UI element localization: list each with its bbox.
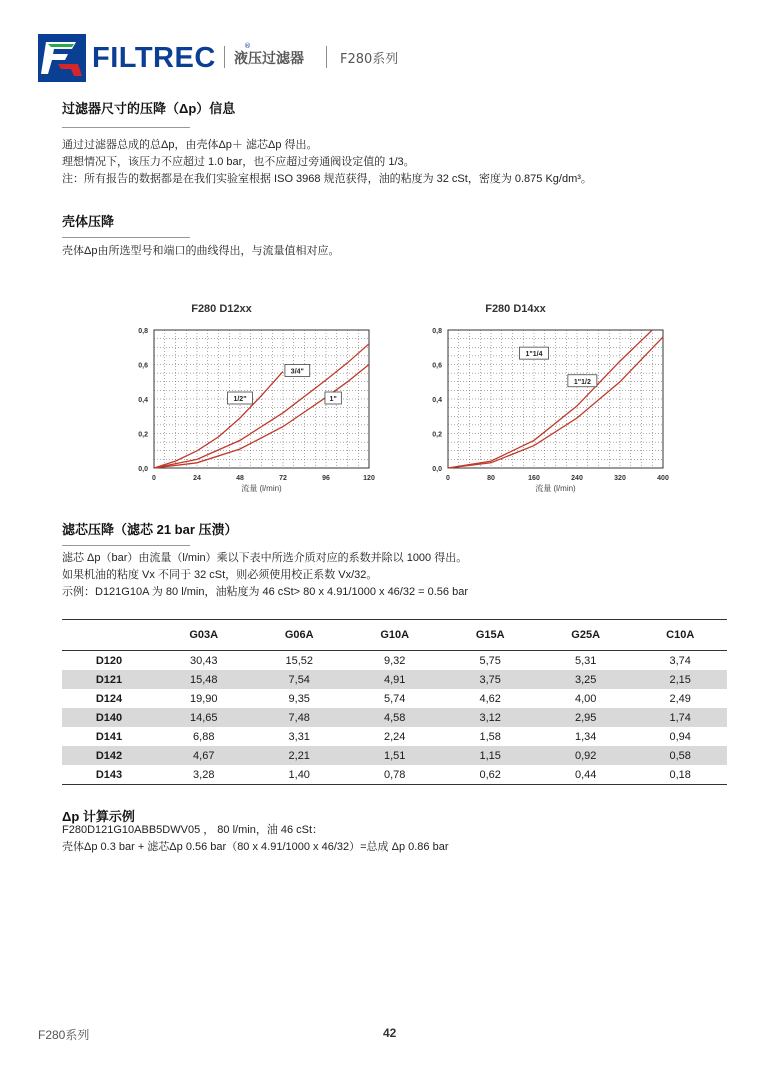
x-tick-label: 240 — [571, 475, 583, 482]
table-cell: 0,62 — [442, 765, 537, 785]
series-label: 1" — [329, 396, 337, 403]
table-header-cell: G03A — [156, 620, 251, 651]
section3-line-2: 如果机油的粘度 Vx 不同于 32 cSt，则必须使用校正系数 Vx/32。 — [62, 569, 378, 581]
x-axis-label: 流量 (l/min) — [241, 484, 282, 493]
x-tick-label: 0 — [446, 475, 450, 482]
section-title-element: 滤芯压降（滤芯 21 bar 压溃） — [62, 522, 238, 537]
section-title-pressure-drop: 过滤器尺寸的压降（Δp）信息 — [62, 101, 236, 116]
table-header-cell — [62, 620, 156, 651]
table-cell: 0,18 — [633, 765, 727, 785]
x-tick-label: 48 — [236, 475, 244, 482]
table-cell: 1,74 — [633, 708, 727, 727]
table-header-cell: G10A — [347, 620, 442, 651]
x-tick-label: 96 — [322, 475, 330, 482]
x-tick-label: 120 — [363, 475, 375, 482]
table-cell: 0,58 — [633, 746, 727, 765]
x-tick-label: 160 — [528, 475, 540, 482]
table-cell: 4,00 — [574, 692, 597, 705]
table-cell: 7,54 — [251, 670, 346, 689]
x-tick-label: 72 — [279, 475, 287, 482]
table-cell: 0,78 — [347, 765, 442, 785]
y-tick-label: 0,2 — [138, 431, 148, 439]
table-cell: 2,24 — [384, 730, 406, 743]
chart-f280-d14xx — [412, 296, 682, 501]
table-cell: 9,35 — [288, 692, 310, 705]
table-cell: 1,58 — [479, 730, 501, 743]
filtrec-logo-icon — [38, 34, 86, 82]
table-row-header: D121 — [62, 670, 156, 689]
x-tick-label: 24 — [193, 475, 201, 482]
y-tick-label: 0,8 — [138, 328, 148, 335]
table-cell: 0,94 — [669, 730, 691, 743]
table-row — [62, 727, 727, 746]
table-cell: 1,51 — [347, 746, 442, 765]
registered-mark: ® — [244, 42, 251, 50]
table-header-cell: G06A — [251, 620, 346, 651]
table-cell: 1,34 — [574, 730, 597, 743]
table-cell: 2,49 — [669, 692, 691, 705]
series-label: 1"1/2 — [573, 378, 591, 386]
table-cell: 0,92 — [538, 746, 633, 765]
header-divider — [224, 46, 225, 68]
product-category: 液压过滤器 — [234, 51, 304, 67]
table-cell: 4,58 — [347, 708, 442, 727]
table-cell: 3,75 — [442, 670, 537, 689]
section3-line-3: 示例：D121G10A 为 80 l/min，油粘度为 46 cSt> 80 x 4.91/1000 x 46/32 = 0.56 bar — [62, 586, 468, 598]
table-cell: 0,44 — [538, 765, 633, 785]
x-tick-label: 320 — [614, 475, 626, 482]
table-cell: 14,65 — [156, 708, 251, 727]
section-title-example: Δp 计算示例 — [62, 809, 135, 824]
table-cell: 19,90 — [189, 692, 218, 705]
table-row-header: D143 — [62, 765, 156, 785]
table-cell: 15,48 — [156, 670, 251, 689]
section4-line-1: F280D121G10ABB5DWV05 ， 80 l/min，油 46 cSt： — [62, 824, 324, 836]
series-label: 1/2" — [233, 396, 247, 403]
table-cell: 3,25 — [538, 670, 633, 689]
table-row — [62, 765, 727, 785]
table-cell: 7,48 — [251, 708, 346, 727]
section-underline — [62, 127, 190, 128]
table-row — [62, 746, 727, 765]
table-header-cell: G15A — [442, 620, 537, 651]
table-header-cell: G25A — [538, 620, 633, 651]
page-header — [38, 34, 738, 82]
header-divider — [326, 46, 327, 68]
y-tick-label: 0,2 — [432, 431, 442, 439]
section-title-housing: 壳体压降 — [62, 214, 115, 229]
section1-line-1: 通过过滤器总成的总Δp，由壳体Δp＋ 滤芯Δp 得出。 — [62, 139, 318, 151]
table-row — [62, 708, 727, 727]
table-cell: 9,32 — [384, 654, 406, 667]
section3-line-1: 滤芯 Δp（bar）由流量（l/min）乘以下表中所选介质对应的系数并除以 1000 得出。 — [62, 552, 468, 564]
x-axis-label: 流量 (l/min) — [535, 484, 576, 493]
table-row — [62, 689, 727, 708]
section2-line: 壳体Δp由所选型号和端口的曲线得出，与流量值相对应。 — [62, 245, 340, 257]
series-name: F280系列 — [340, 52, 399, 67]
brand-name: FILTREC — [92, 42, 216, 74]
table-header-cell: C10A — [633, 620, 727, 651]
table-cell: 5,74 — [384, 692, 406, 705]
section1-line-3: 注：所有报告的数据都是在我们实验室根据 ISO 3968 规范获得，油的粘度为 32 cSt，密度为 0.875 Kg/dm³。 — [62, 173, 592, 185]
table-row-header: D140 — [62, 708, 156, 727]
table-cell: 3,28 — [156, 765, 251, 785]
y-tick-label: 0,4 — [138, 397, 148, 404]
chart-title: F280 D14xx — [485, 303, 546, 315]
table-cell: 3,74 — [669, 654, 691, 667]
table-row-header: D120 — [95, 654, 123, 667]
table-row-header: D142 — [62, 746, 156, 765]
chart-f280-d12xx — [118, 296, 388, 501]
page-number: 42 — [383, 1026, 397, 1040]
x-tick-label: 0 — [152, 475, 156, 482]
table-cell: 3,31 — [288, 730, 310, 743]
table-cell: 4,67 — [156, 746, 251, 765]
footer-series: F280系列 — [38, 1028, 90, 1042]
x-tick-label: 80 — [487, 475, 495, 482]
table-cell: 2,95 — [538, 708, 633, 727]
table-row-header: D141 — [95, 730, 123, 743]
table-cell: 6,88 — [193, 730, 215, 743]
table-row — [62, 670, 727, 689]
element-coefficient-table — [62, 619, 727, 785]
section1-line-2: 理想情况下，该压力不应超过 1.0 bar，也不应超过旁通阀设定值的 1/3。 — [62, 156, 415, 168]
series-label: 3/4" — [290, 368, 304, 376]
table-cell: 4,91 — [347, 670, 442, 689]
section4-line-2: 壳体Δp 0.3 bar + 滤芯Δp 0.56 bar（80 x 4.91/1000 x 46/32）=总成 Δp 0.86 bar — [62, 841, 449, 853]
y-tick-label: 0,0 — [432, 466, 442, 473]
chart-title: F280 D12xx — [191, 303, 252, 315]
table-cell: 3,12 — [442, 708, 537, 727]
y-tick-label: 0,8 — [432, 328, 442, 335]
table-header-row — [62, 620, 727, 651]
section-underline — [62, 237, 190, 238]
table-cell: 30,43 — [189, 654, 218, 667]
table-cell: 2,21 — [251, 746, 346, 765]
table-cell: 5,75 — [479, 654, 501, 667]
x-tick-label: 400 — [657, 475, 669, 482]
table-cell: 5,31 — [574, 654, 597, 667]
y-tick-label: 0,6 — [432, 362, 442, 370]
table-cell: 1,15 — [442, 746, 537, 765]
y-tick-label: 0,0 — [138, 466, 148, 473]
y-tick-label: 0,4 — [432, 397, 442, 404]
y-tick-label: 0,6 — [138, 362, 148, 370]
table-cell: 15,52 — [285, 654, 313, 667]
table-cell: 4,62 — [479, 692, 501, 705]
table-cell: 2,15 — [633, 670, 727, 689]
series-label: 1"1/4 — [525, 351, 543, 359]
table-cell: 1,40 — [251, 765, 346, 785]
section-underline — [62, 545, 190, 546]
table-row — [62, 651, 727, 671]
table-row-header: D124 — [95, 692, 123, 705]
